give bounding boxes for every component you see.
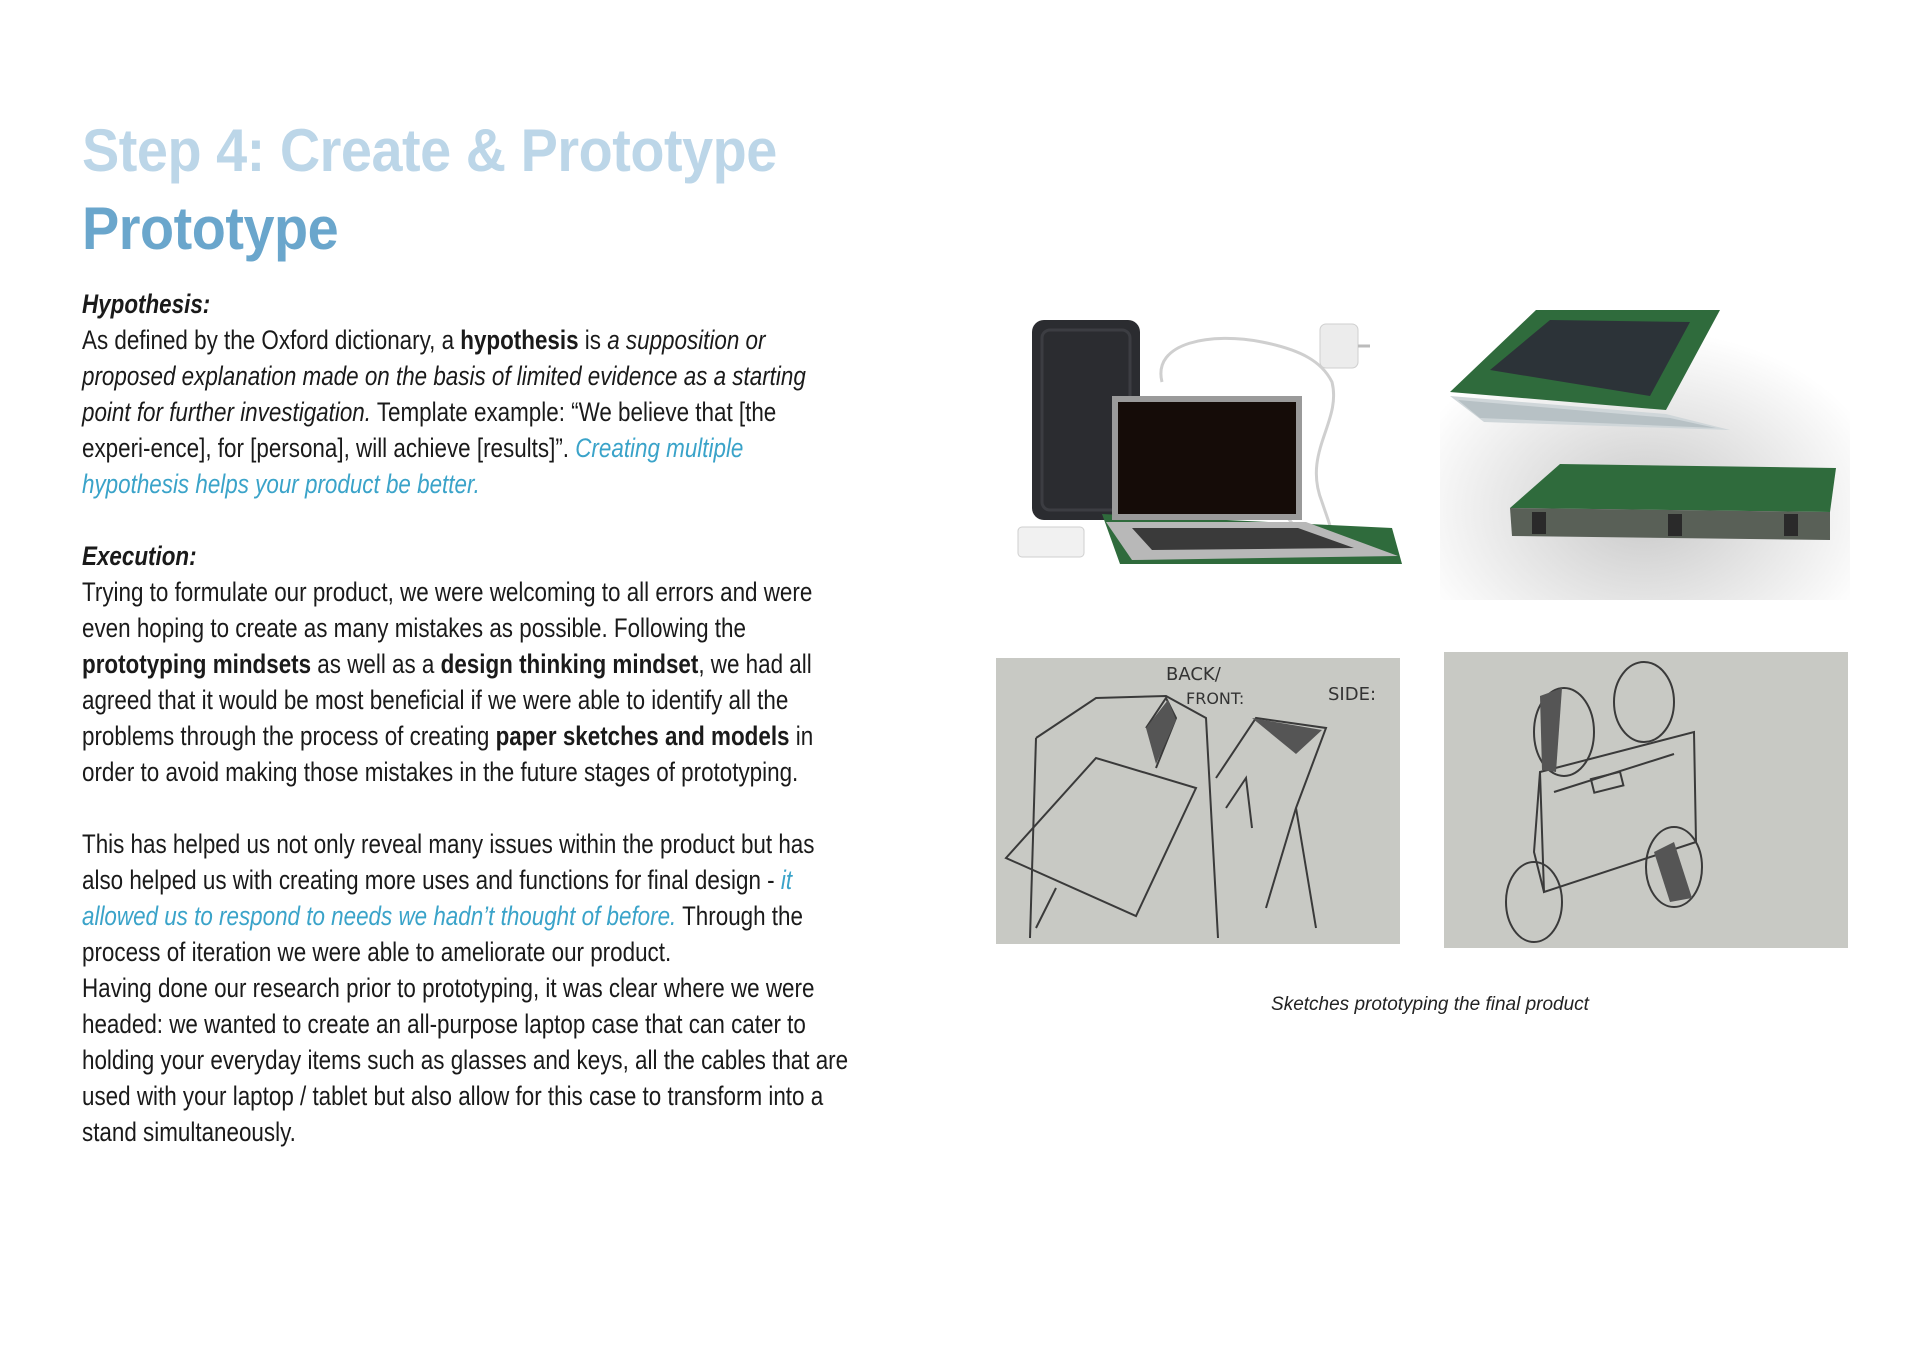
exec-p1-text-3: , we had all agreed that it would be most beneficial if we were able to identify all the problems through the process of creating bbox=[82, 649, 812, 751]
sketch-case-wheels bbox=[1444, 652, 1848, 948]
exec-p2-highlight: it allowed us to respond to needs we hadn’t thought of before. bbox=[82, 865, 793, 931]
sketch-label-back: BACK/ bbox=[1166, 664, 1221, 685]
hypothesis-heading: Hypothesis: bbox=[82, 289, 211, 319]
sketch-back-front-side bbox=[996, 658, 1400, 944]
hypothesis-highlight: Creating multiple hypothesis helps your product be better. bbox=[82, 433, 744, 499]
hypothesis-term: hypothesis bbox=[460, 325, 579, 355]
exec-p1-text-1: Trying to formulate our product, we were welcoming to all errors and were even hoping to create as many mistakes as possible. Following the bbox=[82, 577, 813, 643]
open-case-render bbox=[1440, 300, 1850, 600]
hypothesis-definition: a supposition or proposed explanation made on the basis of limited evidence as a starting point for further investigation. bbox=[82, 325, 806, 427]
exec-p1-bold-3: paper sketches and models bbox=[495, 721, 790, 751]
exec-p1-text-2: as well as a bbox=[311, 649, 441, 679]
figure-caption: Sketches prototyping the final product bbox=[1271, 994, 1589, 1015]
hypothesis-template: Template example: “We believe that [the experi-ence], for [persona], will achieve [results]”. bbox=[82, 397, 777, 463]
laptop-accessories-photo bbox=[1002, 302, 1412, 592]
exec-p1-bold-2: design thinking mindset bbox=[440, 649, 699, 679]
hypothesis-text-1: As defined by the Oxford dictionary, a bbox=[82, 325, 461, 355]
exec-p2-text-2: Through the process of iteration we were able to ameliorate our product. bbox=[82, 901, 803, 967]
page-subtitle: Prototype bbox=[82, 195, 339, 262]
hypothesis-paragraph bbox=[82, 322, 849, 502]
page-title: Step 4: Create & Prototype bbox=[82, 117, 777, 184]
sketch-label-front: FRONT: bbox=[1186, 689, 1245, 708]
execution-paragraph-2 bbox=[82, 826, 849, 970]
execution-paragraph-1 bbox=[82, 574, 849, 790]
sketch-label-side: SIDE: bbox=[1328, 684, 1377, 705]
execution-paragraph-3: Having done our research prior to prototyping, it was clear where we were headed: we wanted to create an all-purpose laptop case that can cater to holding your everyday items such as glasses and keys, all the cables that are used with your laptop / tablet but also allow for this case to transform into a stand simultaneously. bbox=[82, 973, 849, 1147]
execution-heading: Execution: bbox=[82, 541, 197, 571]
body-text bbox=[82, 286, 849, 1150]
exec-p1-bold-1: prototyping mindsets bbox=[82, 649, 312, 679]
exec-p2-text-1: This has helped us not only reveal many issues within the product but has also helped us with creating more uses and functions for final design - bbox=[82, 829, 815, 895]
exec-p1-text-4: in order to avoid making those mistakes in the future stages of prototyping. bbox=[82, 721, 814, 787]
hypothesis-text-2: is bbox=[578, 325, 608, 355]
